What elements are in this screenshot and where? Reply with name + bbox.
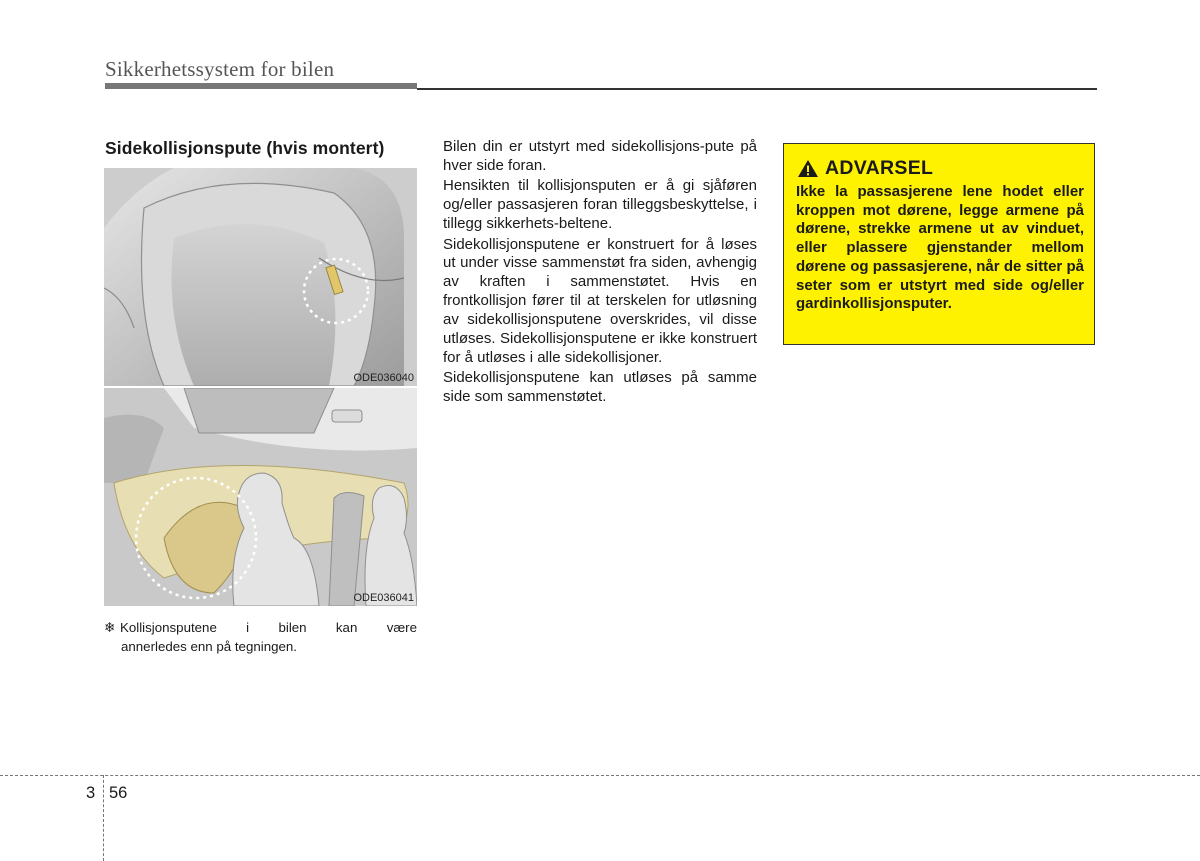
- warning-box: [783, 143, 1095, 345]
- warning-text: Ikke la passasjerene lene hodet eller kroppen mot dørene, legge armene på dørene, strekke armene ut av vinduet, eller plassere gjenstander mellom dørene og passasjerene, når de sitter på seter som er utstyrt med side og/eller gardinkollisjonsputer.: [796, 183, 1084, 313]
- header-rule: [417, 88, 1097, 90]
- header-rule-accent: [105, 83, 417, 89]
- body-paragraph: Sidekollisjonsputene er konstruert for å løses ut under visse sammenstøt fra siden, avhengig av kraften i sammenstøtet. Hvis en frontkollisjon fører til at terskelen for utløsning av sidekollisjonsputene overskrides, vil disse utløses. Sidekollisjonsputene er ikke konstruert for å utløses i alle sidekollisjoner.: [443, 235, 757, 366]
- running-header-title: Sikkerhetssystem for bilen: [105, 57, 335, 81]
- warning-triangle-icon: [797, 159, 819, 178]
- footnote-text-line: Kollisjonsputene i bilen kan være: [120, 620, 417, 635]
- figure-footnote: [104, 619, 417, 656]
- figure-code: ODE036041: [353, 592, 414, 604]
- section-heading: Sidekollisjonspute (hvis montert): [105, 138, 385, 158]
- body-paragraph: Sidekollisjonsputene kan utløses på samme side som sammenstøtet.: [443, 369, 757, 406]
- footnote-text-line: annerledes enn på tegningen.: [121, 638, 297, 654]
- chapter-number: 3: [86, 784, 96, 802]
- body-text-column: [443, 138, 757, 409]
- snowflake-icon: ❄: [104, 620, 116, 635]
- warning-title: ADVARSEL: [825, 157, 934, 179]
- body-paragraph: Bilen din er utstyrt med sidekollisjons-pute på hver side foran.: [443, 138, 757, 174]
- warning-header: [797, 157, 933, 180]
- body-paragraph: Hensikten til kollisjonsputen er å gi sjåføren og/eller passasjeren foran tilleggsbeskyttelse, i tillegg sikkerhets-beltene.: [443, 177, 757, 233]
- page-number: 56: [109, 784, 128, 802]
- seat-airbag-illustration: [104, 168, 417, 386]
- cabin-airbag-illustration: [104, 388, 417, 606]
- footer-rule: [0, 775, 1200, 776]
- figure-code: ODE036040: [353, 372, 414, 384]
- footer-divider: [103, 775, 104, 861]
